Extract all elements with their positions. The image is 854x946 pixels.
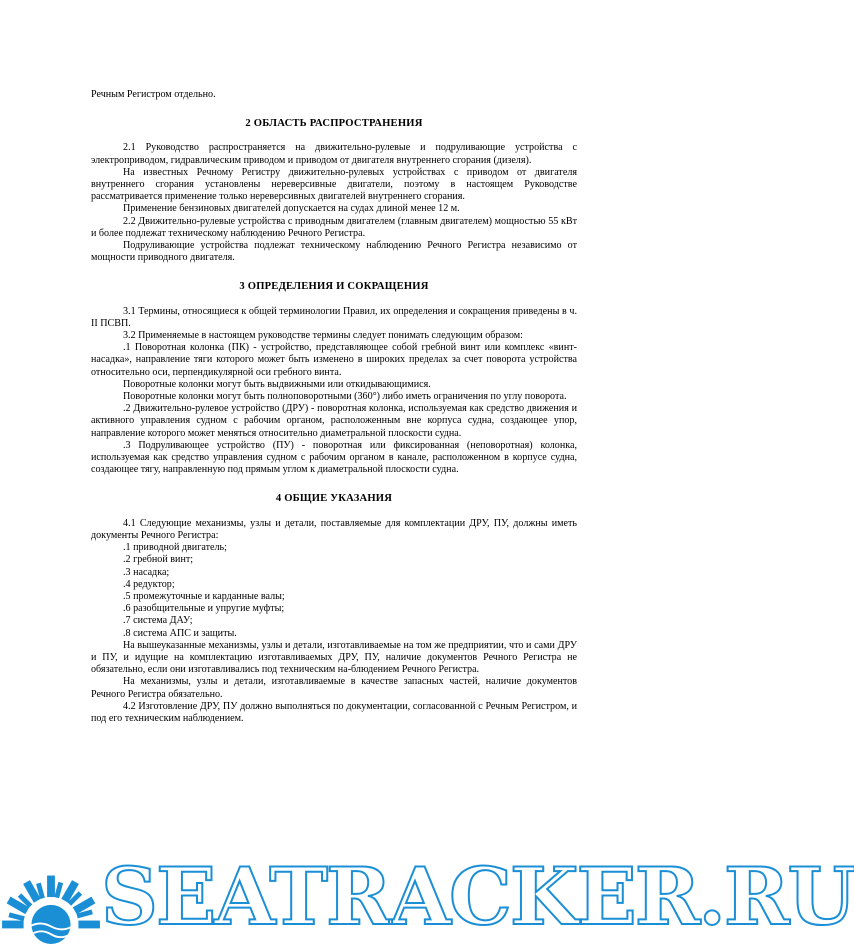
paragraph: 4.2 Изготовление ДРУ, ПУ должно выполняться по документации, согласованной с Речным Регистром, и под его техническим наблюдением. — [91, 700, 577, 724]
watermark — [0, 848, 854, 946]
paragraph: На вышеуказанные механизмы, узлы и детали, изготавливаемые на том же предприятии, что и сами ДРУ и ПУ, и идущие на комплектацию изготавливаемых ДРУ, ПУ, наличие документов Речного Регистра не обязательно, если они изготавливались под техническим на-блюдением Речного Регистра. — [91, 639, 577, 676]
list-item: .3 насадка; — [123, 566, 170, 578]
watermark-text: SEATRACKER.RU — [101, 850, 854, 943]
paragraph: 3.2 Применяемые в настоящем руководстве термины следует понимать следующим образом: — [123, 330, 523, 342]
list-item: .4 редуктор; — [123, 578, 175, 590]
paragraph: Поворотные колонки могут быть полноповоротными (360°) либо иметь ограничения по углу поворота. — [123, 391, 567, 403]
section-2-heading: 2 ОБЛАСТЬ РАСПРОСТРАНЕНИЯ — [245, 118, 423, 130]
list-item: .1 приводной двигатель; — [123, 542, 227, 554]
list-item: .7 система ДАУ; — [123, 615, 193, 627]
paragraph: На известных Речному Регистру движительно-рулевых устройствах с приводом от двигателя внутреннего сгорания установлены нереверсивные двигатели, поэтому в настоящем Руководстве рассматривается применение только нереверсивных двигателей внутреннего сгорания. — [91, 166, 577, 203]
paragraph: 4.1 Следующие механизмы, узлы и детали, поставляемые для комплектации ДРУ, ПУ, должны иметь документы Речного Регистра: — [91, 517, 577, 541]
sun-icon — [2, 854, 100, 946]
section-4-heading: 4 ОБЩИЕ УКАЗАНИЯ — [275, 493, 393, 505]
intro-line: Речным Регистром отдельно. — [91, 89, 216, 100]
paragraph: Применение бензиновых двигателей допускается на судах длиной менее 12 м. — [123, 203, 460, 215]
paragraph: 2.2 Движительно-рулевые устройства с приводным двигателем (главным двигателем) мощностью 55 кВт и более подлежат техническому наблюдению Речного Регистра. — [91, 215, 577, 239]
paragraph: Подруливающие устройства подлежат техническому наблюдению Речного Регистра независимо от мощности приводного двигателя. — [91, 240, 577, 264]
list-item: .2 гребной винт; — [123, 554, 194, 566]
document-page — [91, 89, 577, 725]
list-item: .5 промежуточные и карданные валы; — [123, 590, 285, 602]
paragraph: Поворотные колонки могут быть выдвижными или откидывающимися. — [123, 378, 431, 390]
section-3-heading: 3 ОПРЕДЕЛЕНИЯ И СОКРАЩЕНИЯ — [239, 281, 429, 293]
paragraph: .3 Подруливающее устройство (ПУ) - поворотная или фиксированная (неповоротная) колонка, используемая как средство управления судном с рабочим органом в канале, расположенном в корпусе судна, создающее тягу, направленную под прямым углом к диаметральной плоскости судна. — [91, 439, 577, 476]
list-item: .6 разобщительные и упругие муфты; — [123, 603, 285, 615]
paragraph: 3.1 Термины, относящиеся к общей терминологии Правил, их определения и сокращения приведены в ч. II ПСВП. — [91, 305, 577, 329]
paragraph: .2 Движительно-рулевое устройство (ДРУ) - поворотная колонка, используемая как средство движения и активного управления судном с рабочим органом, расположенным вне корпуса судна, создающее упор, направление которого может меняться относительно диаметральной плоскости судна. — [91, 403, 577, 439]
paragraph: На механизмы, узлы и детали, изготавливаемые в качестве запасных частей, наличие документов Речного Регистра обязательно. — [91, 676, 577, 700]
paragraph: 2.1 Руководство распространяется на движительно-рулевые и подруливающие устройства с электроприводом, гидравлическим приводом и приводом от двигателя внутреннего сгорания (дизеля). — [91, 142, 577, 166]
list-item: .8 система АПС и защиты. — [123, 627, 237, 639]
paragraph: .1 Поворотная колонка (ПК) - устройство, представляющее собой гребной винт или комплекс «винт-насадка», направление тяги которого может быть изменено в широких пределах за счет поворота устройства относительно оси, перпендикулярной оси гребного винта. — [91, 342, 577, 378]
